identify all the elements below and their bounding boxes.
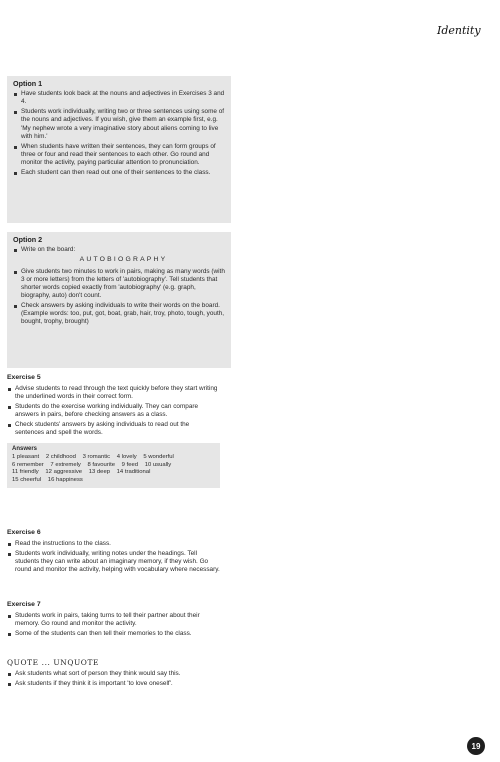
exercise-7-item: Some of the students can then tell their memories to the class. xyxy=(7,630,220,638)
answer-item: 12 aggressive xyxy=(45,469,83,476)
answer-item: 11 friendly xyxy=(12,469,39,476)
option-1-item: Each student can then read out one of their sentences to the class. xyxy=(13,169,226,177)
option-1-list xyxy=(13,90,226,177)
exercise-6-section xyxy=(7,529,220,576)
answers-line xyxy=(12,454,215,462)
exercise-6-item: Students work individually, writing notes under the headings. Tell students they can write about an imaginary memory, if they wish. Go round and monitor the activity, helping with vocabulary where necessary. xyxy=(7,550,220,575)
exercise-5-item: Advise students to read through the text quickly before they start writing the underlined words in their correct form. xyxy=(7,385,220,401)
option-2-item: Give students two minutes to work in pairs, making as many words (with 3 or more letters) from the letters of 'autobiography'. Tell students that shorter words copied exactly from 'autobiography' (e.g. graph, biography, auto) don't count. xyxy=(13,268,226,301)
answers-box xyxy=(7,443,220,488)
answer-item: 2 childhood xyxy=(45,454,76,461)
exercise-5-list xyxy=(7,385,220,437)
answer-item: 4 lovely xyxy=(116,454,137,461)
board-intro: Write on the board: xyxy=(21,246,76,254)
exercise-7-title: Exercise 7 xyxy=(7,601,41,608)
answer-item: 13 deep xyxy=(88,469,111,476)
quote-item: Ask students if they think it is important 'to love oneself'. xyxy=(7,680,220,688)
answer-item: 5 wonderful xyxy=(143,454,174,461)
option-1-item: Students work individually, writing two or three sentences using some of the nouns and adjectives. If you wish, give them an example first, e.g. 'My nephew wrote a very imaginative story about aliens coming to live with him.' xyxy=(13,108,226,141)
answer-item: 14 traditional xyxy=(116,469,151,476)
option-2-list xyxy=(13,246,226,326)
exercise-7-list xyxy=(7,612,220,638)
quote-title: QUOTE ... UNQUOTE xyxy=(7,658,99,667)
quote-list xyxy=(7,670,220,688)
quote-section xyxy=(7,659,220,690)
option-2-item: Check answers by asking individuals to write their words on the board. (Example words: too, put, got, boat, grab, hair, troy, photo, tough, youth, bought, trophy, brought) xyxy=(13,302,226,327)
exercise-6-item: Read the instructions to the class. xyxy=(7,540,220,548)
board-word: AUTOBIOGRAPHY xyxy=(79,256,168,264)
answer-item: 16 happiness xyxy=(47,476,83,483)
quote-item: Ask students what sort of person they think would say this. xyxy=(7,670,220,678)
option-1-item: Have students look back at the nouns and adjectives in Exercises 3 and 4. xyxy=(13,90,226,106)
page-header-title: Identity xyxy=(437,24,481,37)
option-1-title: Option 1 xyxy=(13,79,43,88)
answer-item: 1 pleasant xyxy=(12,454,40,461)
answer-item: 15 cheerful xyxy=(12,476,42,483)
answer-item: 7 extremely xyxy=(50,461,81,468)
option-2-title: Option 2 xyxy=(13,235,43,244)
exercise-5-section xyxy=(7,374,220,488)
option-1-box xyxy=(7,76,231,223)
exercise-6-title: Exercise 6 xyxy=(7,529,41,536)
exercise-7-item: Students work in pairs, taking turns to tell their partner about their memory. Go round and monitor the activity. xyxy=(7,612,220,628)
answers-title: Answers xyxy=(12,445,38,452)
answer-item: 6 remember xyxy=(12,461,44,468)
answer-item: 8 favourite xyxy=(87,461,116,468)
answers-line xyxy=(12,469,215,477)
answer-item: 10 usually xyxy=(144,461,172,468)
exercise-7-section xyxy=(7,601,220,640)
option-2-item xyxy=(13,246,226,264)
answer-item: 3 romantic xyxy=(82,454,111,461)
option-2-box xyxy=(7,232,231,368)
exercise-6-list xyxy=(7,540,220,574)
exercise-5-title: Exercise 5 xyxy=(7,374,41,381)
page-number-badge: 19 xyxy=(467,737,485,755)
exercise-5-item: Students do the exercise working individually. They can compare answers in pairs, before checking answers as a class. xyxy=(7,403,220,419)
exercise-5-item: Check students' answers by asking individuals to read out the sentences and spell the words. xyxy=(7,421,220,437)
option-1-item: When students have written their sentences, they can form groups of three or four and read their sentences to each other. Go round and monitor the activity, paying particular attention to pronunciation. xyxy=(13,143,226,168)
answers-line xyxy=(12,462,215,470)
answer-item: 9 feed xyxy=(121,461,139,468)
answers-line xyxy=(12,477,215,485)
